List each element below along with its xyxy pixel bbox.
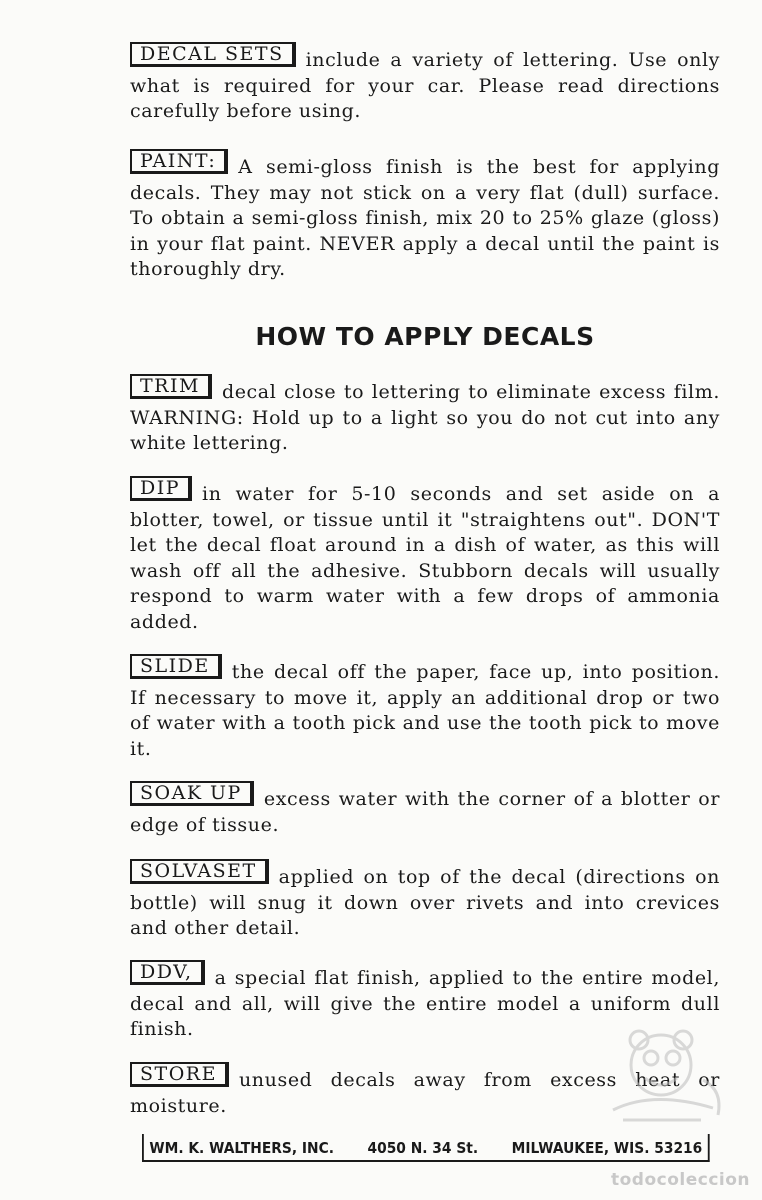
section-paint bbox=[130, 150, 720, 283]
keyword-dip: DIP bbox=[130, 476, 192, 501]
footer-company: WM. K. WALTHERS, INC. bbox=[149, 1139, 334, 1157]
text-slide: the decal off the paper, face up, into position. If necessary to move it, apply an additional drop or two of water with a tooth pick and use the tooth pick to move it. bbox=[130, 661, 720, 760]
section-slide bbox=[130, 655, 720, 762]
keyword-paint: PAINT: bbox=[130, 149, 228, 174]
mascot-logo-icon bbox=[583, 1020, 733, 1150]
text-paint: A semi-gloss finish is the best for applying decals. They may not stick on a very flat (dull) surface. To obtain a semi-gloss finish, mix 20 to 25% glaze (gloss) in your flat paint. NEVER apply a decal until the paint is thoroughly dry. bbox=[130, 156, 720, 280]
section-solvaset bbox=[130, 860, 720, 942]
footer-city: MILWAUKEE, WIS. 53216 bbox=[511, 1139, 703, 1157]
keyword-trim: TRIM bbox=[130, 374, 212, 399]
section-decal-sets bbox=[130, 43, 720, 125]
watermark-text: todocoleccion bbox=[610, 1170, 750, 1190]
keyword-slide: SLIDE bbox=[130, 654, 222, 679]
text-dip: in water for 5-10 seconds and set aside on a blotter, towel, or tissue until it "straightens out". DON'T let the decal float around in a dish of water, as this will wash off all the adhesive. Stubborn decals will usually respond to warm water with a few drops of ammonia added. bbox=[130, 483, 720, 633]
keyword-solvaset: SOLVASET bbox=[130, 859, 269, 884]
section-soak-up bbox=[130, 782, 720, 838]
text-ddv: a special flat finish, applied to the entire model, decal and all, will give the entire model a uniform dull finish. bbox=[130, 967, 720, 1040]
section-trim bbox=[130, 375, 720, 457]
keyword-decal-sets: DECAL SETS bbox=[130, 42, 296, 67]
text-trim: decal close to lettering to eliminate excess film. WARNING: Hold up to a light so you do not cut into any white lettering. bbox=[130, 381, 720, 454]
section-dip bbox=[130, 477, 720, 635]
keyword-store: STORE bbox=[130, 1062, 229, 1087]
text-decal-sets: include a variety of lettering. Use only what is required for your car. Please read directions carefully before using. bbox=[130, 49, 720, 122]
text-solvaset: applied on top of the decal (directions on bottle) will snug it down over rivets and into crevices and other detail. bbox=[130, 866, 720, 939]
page-heading: HOW TO APPLY DECALS bbox=[255, 322, 595, 351]
keyword-ddv: DDV, bbox=[130, 960, 205, 985]
footer-street: 4050 N. 34 St. bbox=[367, 1139, 479, 1157]
text-soak-up: excess water with the corner of a blotter or edge of tissue. bbox=[130, 788, 720, 836]
keyword-soak-up: SOAK UP bbox=[130, 781, 254, 806]
text-store: unused decals away from excess heat or moisture. bbox=[130, 1069, 720, 1117]
